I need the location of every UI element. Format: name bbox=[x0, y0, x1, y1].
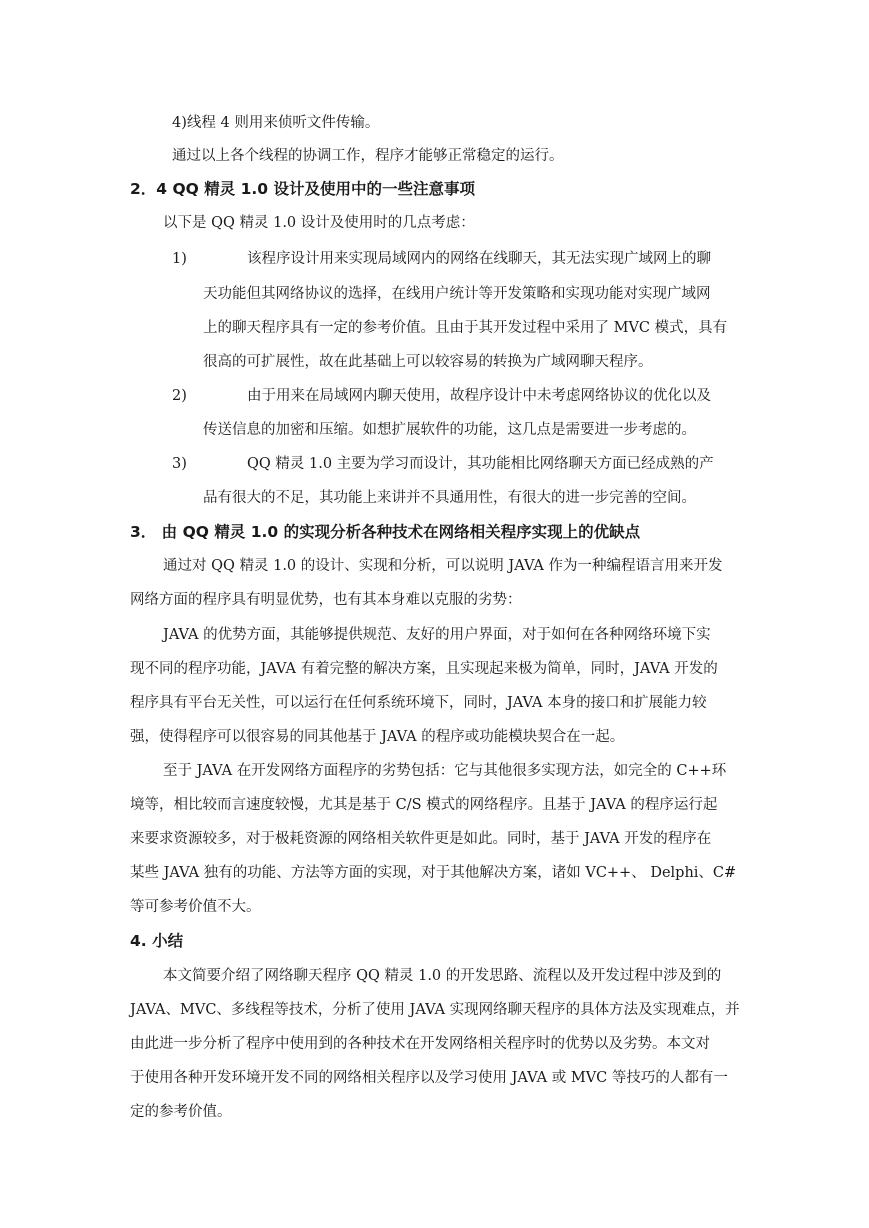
paragraph-disadvantages-line: 来要求资源较多，对于极耗资源的网络相关软件更是如此。同时，基于 JAVA 开发的程序在 bbox=[130, 831, 712, 847]
paragraph-summary-line: 于使用各种开发环境开发不同的网络相关程序以及学习使用 JAVA 或 MVC 等技巧的人都有一 bbox=[130, 1070, 728, 1086]
section-heading-3: 3． 由 QQ 精灵 1.0 的实现分析各种技术在网络相关程序实现上的优缺点 bbox=[130, 523, 641, 541]
paragraph-summary-line: 本文简要介绍了网络聊天程序 QQ 精灵 1.0 的开发思路、流程以及开发过程中涉及到的 bbox=[163, 968, 722, 984]
paragraph-coordination: 通过以上各个线程的协调工作，程序才能够正常稳定的运行。 bbox=[172, 148, 564, 164]
list-number-3: 3) bbox=[172, 456, 187, 472]
paragraph-java-intro-line: 通过对 QQ 精灵 1.0 的设计、实现和分析，可以说明 JAVA 作为一种编程语言用来开发 bbox=[163, 558, 723, 574]
paragraph-disadvantages-line: 境等，相比较而言速度较慢，尤其是基于 C/S 模式的网络程序。且基于 JAVA 的程序运行起 bbox=[130, 797, 718, 813]
list-item-2-line: 传送信息的加密和压缩。如想扩展软件的功能，这几点是需要进一步考虑的。 bbox=[203, 422, 696, 438]
list-item-3-line: QQ 精灵 1.0 主要为学习而设计，其功能相比网络聊天方面已经成熟的产 bbox=[247, 456, 714, 472]
paragraph-disadvantages-line: 至于 JAVA 在开发网络方面程序的劣势包括：它与其他很多实现方法，如完全的 C++环 bbox=[163, 763, 727, 779]
list-item-2-line: 由于用来在局域网内聊天使用，故程序设计中未考虑网络协议的优化以及 bbox=[247, 388, 711, 404]
list-number-2: 2) bbox=[172, 388, 187, 404]
paragraph-intro: 以下是 QQ 精灵 1.0 设计及使用时的几点考虑： bbox=[163, 215, 475, 231]
section-heading-2-4: 2．4 QQ 精灵 1.0 设计及使用中的一些注意事项 bbox=[130, 180, 475, 198]
paragraph-advantages-line: 强，使得程序可以很容易的同其他基于 JAVA 的程序或功能模块契合在一起。 bbox=[130, 729, 625, 745]
list-item-3-line: 品有很大的不足，其功能上来讲并不具通用性，有很大的进一步完善的空间。 bbox=[203, 490, 696, 506]
paragraph-summary-line: JAVA、MVC、多线程等技术，分析了使用 JAVA 实现网络聊天程序的具体方法及实现难点，并 bbox=[130, 1002, 740, 1018]
paragraph-disadvantages-line: 等可参考价值不大。 bbox=[130, 899, 261, 915]
section-heading-4: 4. 小结 bbox=[130, 932, 184, 950]
list-item-1-line: 该程序设计用来实现局域网内的网络在线聊天，其无法实现广域网上的聊 bbox=[247, 251, 711, 267]
list-item-1-line: 上的聊天程序具有一定的参考价值。且由于其开发过程中采用了 MVC 模式，具有 bbox=[203, 320, 728, 336]
paragraph-advantages-line: JAVA 的优势方面，其能够提供规范、友好的用户界面，对于如何在各种网络环境下实 bbox=[163, 627, 711, 643]
paragraph-summary-line: 定的参考价值。 bbox=[130, 1104, 232, 1120]
list-item-1-line: 很高的可扩展性，故在此基础上可以较容易的转换为广域网聊天程序。 bbox=[203, 354, 653, 370]
paragraph-thread4: 4)线程 4 则用来侦听文件传输。 bbox=[172, 115, 380, 131]
paragraph-advantages-line: 程序具有平台无关性，可以运行在任何系统环境下，同时，JAVA 本身的接口和扩展能力较 bbox=[130, 695, 707, 711]
list-number-1: 1) bbox=[172, 251, 187, 267]
paragraph-advantages-line: 现不同的程序功能，JAVA 有着完整的解决方案，且实现起来极为简单，同时，JAVA 开发的 bbox=[130, 661, 718, 677]
paragraph-disadvantages-line: 某些 JAVA 独有的功能、方法等方面的实现，对于其他解决方案，诸如 VC++、 Delphi、C# bbox=[130, 865, 737, 881]
paragraph-summary-line: 由此进一步分析了程序中使用到的各种技术在开发网络相关程序时的优势以及劣势。本文对 bbox=[130, 1036, 710, 1052]
paragraph-java-intro-line: 网络方面的程序具有明显优势，也有其本身难以克服的劣势： bbox=[130, 592, 522, 608]
list-item-1-line: 天功能但其网络协议的选择，在线用户统计等开发策略和实现功能对实现广域网 bbox=[203, 286, 711, 302]
